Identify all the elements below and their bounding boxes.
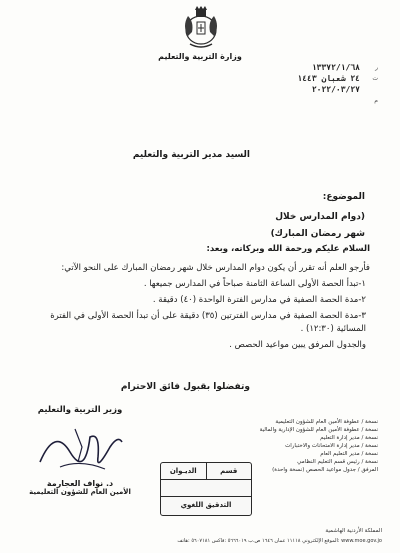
cc-item: نسخة / عطوفة الأمين العام للشؤون الإدارية والمالية: [259, 427, 378, 433]
footer-org-name: المملكة الأردنية الهاشمية: [325, 528, 382, 534]
cc-item: نسخة / رئيس قسم التعليم النظامي: [297, 459, 378, 465]
attachments-row: [228, 95, 378, 106]
handwritten-signature-icon: [30, 417, 130, 477]
body-item-2: ٢-مدة الحصة الصفية في مدارس الفترة الواحدة (٤٠) دقيقة .: [152, 295, 366, 305]
cc-item: نسخة / مدير التعليم العام: [320, 451, 378, 457]
date-hijri: ٢٤ شعبان ١٤٤٣: [297, 74, 360, 83]
addressee: السيد مدير التربية والتعليم: [132, 150, 250, 160]
date-hijri-row: [228, 73, 378, 84]
cc-list: [243, 418, 378, 474]
subject-label: الموضوع:: [322, 192, 365, 202]
stamp-top-row: [161, 463, 251, 480]
greeting: السلام عليكم ورحمة الله وبركاته، وبعد:: [206, 244, 370, 254]
cc-item: نسخة / عطوفة الأمين العام للشؤون التعليمية: [275, 419, 378, 425]
date-gregorian: ٢٠٢٢/٠٣/٢٧: [311, 85, 360, 94]
signatory-name: د. نواف العجارمة: [46, 479, 114, 488]
stamp-left-cell: الديـوان: [169, 467, 197, 475]
ministry-name: وزارة التربية والتعليم: [158, 52, 242, 61]
attachments-label: م: [374, 97, 378, 104]
letter-body: [25, 243, 370, 355]
coat-of-arms-icon: [178, 6, 224, 50]
closing: وتفضلوا بقبول فائق الاحترام: [120, 382, 250, 392]
body-item-1: ١-تبدأ الحصة الأولى الساعة الثامنة صباحاً في المدارس جميعها .: [143, 279, 366, 289]
reference-number: ١٣٣٧٢/١/٦٨: [311, 63, 360, 72]
date-label: ت: [372, 75, 378, 82]
stamp-middle-row: [161, 480, 251, 497]
signatory-title: وزير التربية والتعليم: [37, 405, 123, 415]
reference-label: ر: [375, 64, 378, 71]
body-item-4: والجدول المرفق يبين مواعيد الحصص .: [229, 340, 366, 350]
cc-item: نسخة / مدير إدارة الامتحانات والاختبارات: [285, 443, 378, 449]
body-intro: فأرجو العلم أنه تقرر أن يكون دوام المدارس خلال شهر رمضان المبارك على النحو الآتي:: [61, 263, 370, 273]
subject-line-1: (دوام المدارس خلال: [275, 212, 365, 222]
footer-contacts: www.moe.gov.jo :الموقع الإلكتروني ١١١١٨ عمان ١٦٤٦ ص.ب ٥٦٦٦٠١٩ :فاكس ٥٦٠٧١٨١ :هاتف: [177, 538, 382, 544]
cc-item: المرفق / جدول مواعيد الحصص (نسخة واحدة): [272, 467, 378, 473]
signatory-role: الأمين العام للشؤون التعليمية: [29, 488, 131, 496]
stamp-bottom-row: التدقيق اللغوي: [180, 501, 232, 509]
reference-meta: [228, 62, 378, 106]
body-item-3: ٣-مدة الحصة الصفية في مدارس الفترتين (٣٥) دقيقة على أن تبدأ الحصة الأولى في الفترة المسائية (١٢:٣٠) .: [50, 311, 366, 334]
date-gregorian-row: [228, 84, 378, 95]
cc-item: نسخة / مدير إدارة التعليم: [320, 435, 378, 441]
reference-row: [228, 62, 378, 73]
subject-line-2: شهر رمضان المبارك): [270, 229, 365, 239]
signature-block: [20, 405, 140, 496]
office-stamp: [160, 462, 252, 516]
stamp-right-cell: قسم: [206, 463, 252, 479]
